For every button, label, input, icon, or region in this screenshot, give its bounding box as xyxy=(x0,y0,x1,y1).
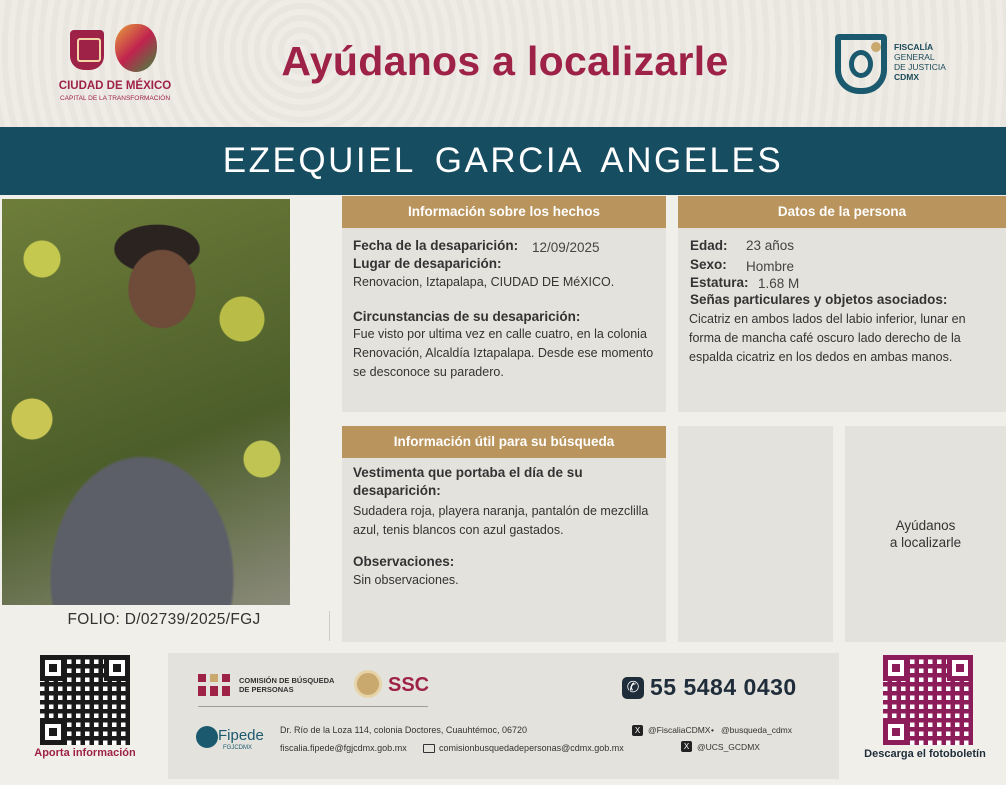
edad-label: Edad: xyxy=(690,238,728,253)
header xyxy=(0,0,1006,127)
ssc-logo-text: SSC xyxy=(388,674,430,696)
fgj-wordmark: FISCALÍA GENERAL DE JUSTICIA CDMX xyxy=(894,42,946,82)
fipede-icon xyxy=(196,726,218,748)
panel-blank xyxy=(678,426,833,642)
fgj-logo xyxy=(832,34,952,96)
download-qr-code[interactable] xyxy=(883,655,973,745)
senas-value: Cicatriz en ambos lados del labio inferior, lunar en forma de mancha café oscuro lado derecho de la espalda cicatriz en los dedos en ambas manos. xyxy=(689,312,966,364)
phone-number[interactable]: 55 5484 0430 xyxy=(650,674,797,700)
fgj-emblem-icon xyxy=(835,34,887,94)
footer-divider xyxy=(198,706,428,707)
social-ucs[interactable]: @UCS_GCDMX xyxy=(697,742,760,752)
cdmx-logo xyxy=(55,18,175,108)
help-text: Ayúdanos a localizarle xyxy=(889,518,962,550)
cdmx-heart-icon xyxy=(115,24,157,72)
mail-icon xyxy=(423,744,435,753)
vestimenta-label: Vestimenta que portaba el día de su desaparición: xyxy=(353,465,583,498)
footer-contact xyxy=(168,653,839,779)
fecha-value: 12/09/2025 xyxy=(532,240,600,255)
phone-icon: ✆ xyxy=(622,677,644,699)
fipede-logo-subtext: FGJCDMX xyxy=(223,745,252,751)
panel-datos-heading: Datos de la persona xyxy=(678,196,1006,228)
email-comision[interactable]: comisionbusquedadepersonas@cdmx.gob.mx xyxy=(439,743,624,753)
vestimenta-value: Sudadera roja, playera naranja, pantalón de mezclilla azul, tenis blancos con azul gastados. xyxy=(353,504,649,537)
panel-datos xyxy=(678,196,1006,412)
social-busqueda[interactable]: @busqueda_cdmx xyxy=(721,725,793,735)
lugar-label: Lugar de desaparición: xyxy=(353,256,502,271)
x-icon: X xyxy=(681,741,692,752)
email-fipede[interactable]: fiscalia.fipede@fgjcdmx.gob.mx xyxy=(280,743,407,753)
estatura-value: 1.68 M xyxy=(758,276,800,291)
x-icon: X xyxy=(632,725,643,736)
senas-label: Señas particulares y objetos asociados: xyxy=(690,292,948,307)
report-qr-caption: Aporta información xyxy=(34,747,136,759)
social-separator: • xyxy=(711,725,714,735)
cdmx-subtitle: CAPITAL DE LA TRANSFORMACIÓN xyxy=(59,95,171,102)
edad-value: 23 años xyxy=(746,238,795,253)
sexo-value: Hombre xyxy=(746,259,795,274)
lugar-value: Renovacion, Iztapalapa, CIUDAD DE MéXICO. xyxy=(353,275,615,289)
download-qr-caption: Descarga el fotoboletín xyxy=(864,748,986,760)
circunstancias-label: Circunstancias de su desaparición: xyxy=(353,309,581,324)
panel-busqueda-heading: Información útil para su búsqueda xyxy=(342,426,666,458)
circunstancias-value: Fue visto por ultima vez en calle cuatro, en la colonia Renovación, Alcaldía Iztapalapa. Desde ese momento se desconoce su paradero. xyxy=(353,327,654,379)
panel-hechos xyxy=(342,196,666,412)
folio-number: FOLIO: D/02739/2025/FGJ xyxy=(67,611,261,628)
panel-busqueda xyxy=(342,426,666,642)
page-title: Ayúdanos a localizarle xyxy=(281,38,729,84)
estatura-label: Estatura: xyxy=(690,275,749,290)
report-qr-code[interactable] xyxy=(40,655,130,745)
person-photo xyxy=(2,199,290,605)
address: Dr. Río de la Loza 114, colonia Doctores, Cuauhtémoc, 06720 xyxy=(280,725,527,735)
observaciones-label: Observaciones: xyxy=(353,554,455,569)
sexo-label: Sexo: xyxy=(690,257,727,272)
panel-hechos-heading: Información sobre los hechos xyxy=(342,196,666,228)
cdmx-name: CIUDAD DE MÉXICO xyxy=(58,80,172,92)
comision-icon xyxy=(198,674,230,696)
divider xyxy=(329,611,330,641)
observaciones-value: Sin observaciones. xyxy=(353,573,459,587)
panel-help xyxy=(845,426,1006,642)
fipede-logo-text: Fipede xyxy=(218,727,264,744)
cdmx-shield-icon xyxy=(70,30,104,70)
fecha-label: Fecha de la desaparición: xyxy=(353,238,519,253)
person-name: EZEQUIEL GARCIA ANGELES xyxy=(0,127,1006,195)
social-fiscalia[interactable]: @FiscaliaCDMX xyxy=(648,725,711,735)
ssc-badge-icon xyxy=(354,670,382,698)
comision-logo-text: COMISIÓN DE BÚSQUEDA DE PERSONAS xyxy=(239,676,335,694)
